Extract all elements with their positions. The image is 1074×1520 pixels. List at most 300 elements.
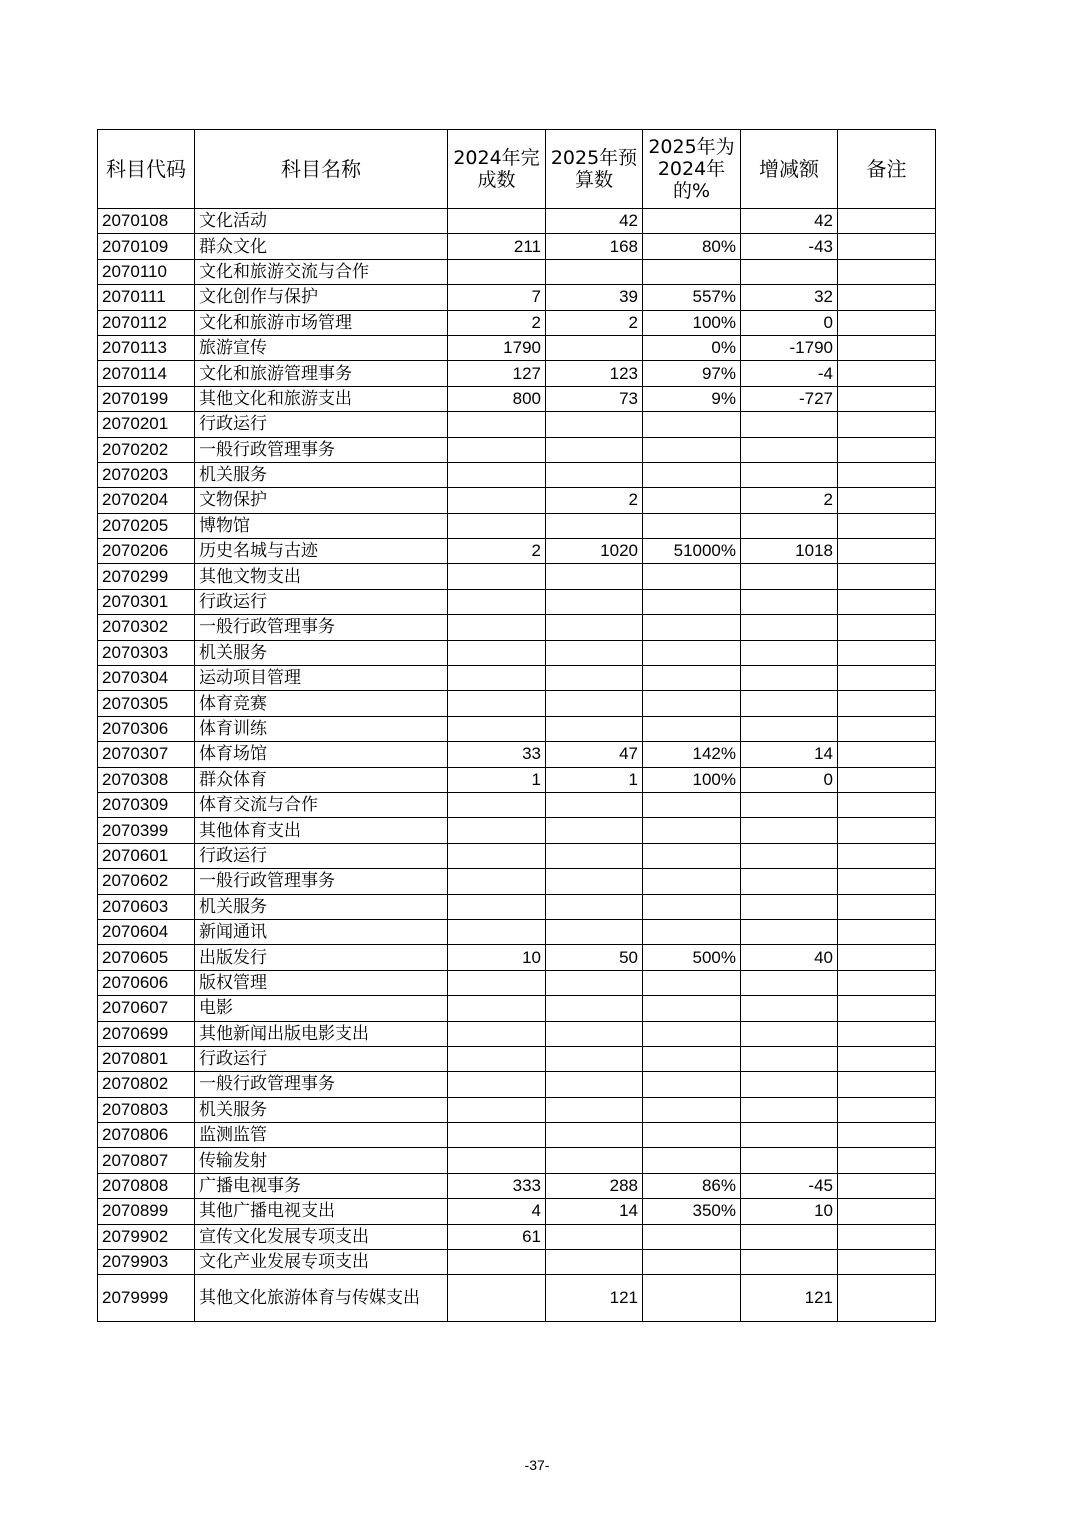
cell-actual-2024: [448, 462, 546, 487]
cell-pct: [643, 919, 741, 944]
cell-budget-2025: 73: [546, 386, 643, 411]
table-row: [98, 919, 936, 944]
cell-name: 文化活动: [195, 209, 448, 234]
cell-change: -727: [741, 386, 838, 411]
cell-name: 传输发射: [195, 1148, 448, 1173]
table-header: [98, 130, 936, 209]
cell-name: 体育场馆: [195, 742, 448, 767]
table-row: [98, 386, 936, 411]
cell-change: 121: [741, 1275, 838, 1322]
cell-remark: [838, 615, 936, 640]
cell-budget-2025: [546, 1046, 643, 1071]
cell-pct: [643, 640, 741, 665]
cell-budget-2025: 42: [546, 209, 643, 234]
table-row: [98, 1046, 936, 1071]
cell-actual-2024: [448, 869, 546, 894]
cell-change: [741, 792, 838, 817]
header-row: [98, 130, 936, 209]
table-row: [98, 259, 936, 284]
table-row: [98, 1250, 936, 1275]
cell-change: 42: [741, 209, 838, 234]
cell-pct: [643, 691, 741, 716]
cell-name: 其他体育支出: [195, 818, 448, 843]
cell-code: 2070604: [98, 919, 195, 944]
cell-name: 群众文化: [195, 234, 448, 259]
cell-change: [741, 919, 838, 944]
table-row: [98, 539, 936, 564]
cell-pct: [643, 259, 741, 284]
cell-remark: [838, 539, 936, 564]
cell-name: 新闻通讯: [195, 919, 448, 944]
table-row: [98, 716, 936, 741]
cell-code: 2070808: [98, 1173, 195, 1198]
cell-change: [741, 1123, 838, 1148]
cell-remark: [838, 361, 936, 386]
cell-pct: 86%: [643, 1173, 741, 1198]
cell-pct: [643, 792, 741, 817]
header-name: 科目名称: [195, 130, 448, 209]
table-row: [98, 1072, 936, 1097]
cell-remark: [838, 589, 936, 614]
cell-remark: [838, 1250, 936, 1275]
table-row: [98, 1199, 936, 1224]
cell-name: 一般行政管理事务: [195, 1072, 448, 1097]
cell-budget-2025: [546, 716, 643, 741]
table-row: [98, 513, 936, 538]
cell-name: 体育交流与合作: [195, 792, 448, 817]
cell-remark: [838, 869, 936, 894]
cell-budget-2025: [546, 818, 643, 843]
cell-name: 版权管理: [195, 970, 448, 995]
cell-pct: 97%: [643, 361, 741, 386]
cell-code: 2070399: [98, 818, 195, 843]
cell-budget-2025: [546, 259, 643, 284]
cell-pct: [643, 996, 741, 1021]
cell-remark: [838, 1224, 936, 1249]
table-row: [98, 691, 936, 716]
table-row: [98, 462, 936, 487]
cell-change: [741, 259, 838, 284]
header-pct: 2025年为2024年的%: [643, 130, 741, 209]
cell-code: 2070112: [98, 310, 195, 335]
cell-name: 广播电视事务: [195, 1173, 448, 1198]
table-row: [98, 843, 936, 868]
cell-remark: [838, 716, 936, 741]
cell-change: [741, 1250, 838, 1275]
cell-budget-2025: [546, 335, 643, 360]
cell-budget-2025: [546, 640, 643, 665]
cell-code: 2070308: [98, 767, 195, 792]
cell-pct: [643, 437, 741, 462]
cell-name: 一般行政管理事务: [195, 437, 448, 462]
cell-pct: [643, 1123, 741, 1148]
table-row: [98, 666, 936, 691]
cell-pct: [643, 970, 741, 995]
cell-name: 其他文化旅游体育与传媒支出: [195, 1275, 448, 1322]
cell-actual-2024: [448, 970, 546, 995]
cell-name: 群众体育: [195, 767, 448, 792]
cell-actual-2024: [448, 1072, 546, 1097]
cell-change: [741, 843, 838, 868]
cell-change: [741, 1072, 838, 1097]
cell-actual-2024: 127: [448, 361, 546, 386]
cell-actual-2024: 10: [448, 945, 546, 970]
cell-actual-2024: [448, 564, 546, 589]
cell-code: 2070199: [98, 386, 195, 411]
cell-name: 博物馆: [195, 513, 448, 538]
cell-budget-2025: [546, 564, 643, 589]
cell-change: [741, 818, 838, 843]
cell-name: 行政运行: [195, 843, 448, 868]
table-body: [98, 209, 936, 1322]
cell-change: [741, 1046, 838, 1071]
cell-change: [741, 894, 838, 919]
cell-code: 2070202: [98, 437, 195, 462]
cell-actual-2024: 33: [448, 742, 546, 767]
cell-budget-2025: [546, 1097, 643, 1122]
cell-change: [741, 996, 838, 1021]
table-row: [98, 1097, 936, 1122]
cell-name: 体育训练: [195, 716, 448, 741]
table-row: [98, 615, 936, 640]
cell-remark: [838, 1275, 936, 1322]
table-row: [98, 970, 936, 995]
cell-code: 2070305: [98, 691, 195, 716]
cell-remark: [838, 335, 936, 360]
cell-remark: [838, 564, 936, 589]
cell-name: 其他广播电视支出: [195, 1199, 448, 1224]
cell-change: [741, 513, 838, 538]
cell-code: 2070201: [98, 412, 195, 437]
cell-remark: [838, 691, 936, 716]
cell-name: 行政运行: [195, 589, 448, 614]
cell-actual-2024: 2: [448, 539, 546, 564]
cell-pct: [643, 666, 741, 691]
table-row: [98, 1173, 936, 1198]
cell-budget-2025: [546, 1123, 643, 1148]
cell-change: [741, 1148, 838, 1173]
cell-actual-2024: [448, 259, 546, 284]
cell-remark: [838, 234, 936, 259]
cell-pct: [643, 869, 741, 894]
page-number: -37-: [524, 1457, 550, 1473]
cell-name: 电影: [195, 996, 448, 1021]
cell-code: 2070111: [98, 285, 195, 310]
cell-change: 10: [741, 1199, 838, 1224]
cell-actual-2024: [448, 1250, 546, 1275]
cell-budget-2025: [546, 996, 643, 1021]
table-row: [98, 234, 936, 259]
cell-remark: [838, 640, 936, 665]
cell-code: 2070806: [98, 1123, 195, 1148]
cell-budget-2025: [546, 691, 643, 716]
cell-pct: [643, 1275, 741, 1322]
cell-code: 2070602: [98, 869, 195, 894]
cell-code: 2070802: [98, 1072, 195, 1097]
cell-change: [741, 1224, 838, 1249]
cell-actual-2024: [448, 209, 546, 234]
cell-remark: [838, 792, 936, 817]
cell-budget-2025: [546, 1250, 643, 1275]
cell-remark: [838, 386, 936, 411]
cell-remark: [838, 412, 936, 437]
cell-change: [741, 640, 838, 665]
cell-code: 2070606: [98, 970, 195, 995]
cell-pct: [643, 209, 741, 234]
cell-actual-2024: [448, 615, 546, 640]
cell-budget-2025: [546, 869, 643, 894]
cell-code: 2070303: [98, 640, 195, 665]
cell-remark: [838, 259, 936, 284]
cell-pct: [643, 1097, 741, 1122]
cell-budget-2025: 2: [546, 310, 643, 335]
cell-name: 机关服务: [195, 1097, 448, 1122]
cell-actual-2024: [448, 1148, 546, 1173]
cell-actual-2024: 2: [448, 310, 546, 335]
cell-change: [741, 615, 838, 640]
cell-actual-2024: 211: [448, 234, 546, 259]
cell-change: -4: [741, 361, 838, 386]
cell-change: [741, 869, 838, 894]
cell-remark: [838, 488, 936, 513]
cell-remark: [838, 1046, 936, 1071]
cell-actual-2024: [448, 894, 546, 919]
cell-remark: [838, 945, 936, 970]
cell-budget-2025: 47: [546, 742, 643, 767]
cell-remark: [838, 1021, 936, 1046]
cell-budget-2025: 123: [546, 361, 643, 386]
cell-code: 2070607: [98, 996, 195, 1021]
cell-remark: [838, 437, 936, 462]
cell-actual-2024: [448, 792, 546, 817]
cell-pct: 142%: [643, 742, 741, 767]
cell-pct: [643, 488, 741, 513]
cell-actual-2024: [448, 919, 546, 944]
cell-pct: [643, 1250, 741, 1275]
cell-change: 14: [741, 742, 838, 767]
cell-code: 2079903: [98, 1250, 195, 1275]
cell-pct: [643, 412, 741, 437]
cell-remark: [838, 209, 936, 234]
cell-remark: [838, 1173, 936, 1198]
cell-budget-2025: [546, 970, 643, 995]
cell-name: 一般行政管理事务: [195, 869, 448, 894]
cell-name: 文化和旅游管理事务: [195, 361, 448, 386]
cell-change: [741, 666, 838, 691]
table-row: [98, 869, 936, 894]
cell-name: 出版发行: [195, 945, 448, 970]
cell-change: 32: [741, 285, 838, 310]
cell-pct: [643, 1148, 741, 1173]
cell-pct: [643, 1021, 741, 1046]
cell-actual-2024: [448, 666, 546, 691]
cell-name: 一般行政管理事务: [195, 615, 448, 640]
cell-budget-2025: [546, 412, 643, 437]
table-row: [98, 209, 936, 234]
cell-change: 0: [741, 310, 838, 335]
cell-code: 2070301: [98, 589, 195, 614]
table-row: [98, 335, 936, 360]
cell-actual-2024: [448, 1046, 546, 1071]
cell-actual-2024: 800: [448, 386, 546, 411]
cell-change: -45: [741, 1173, 838, 1198]
table-row: [98, 640, 936, 665]
cell-actual-2024: [448, 640, 546, 665]
header-actual-2024: 2024年完成数: [448, 130, 546, 209]
cell-remark: [838, 919, 936, 944]
cell-budget-2025: [546, 615, 643, 640]
cell-code: 2070699: [98, 1021, 195, 1046]
cell-actual-2024: [448, 691, 546, 716]
cell-pct: [643, 894, 741, 919]
header-remark: 备注: [838, 130, 936, 209]
cell-actual-2024: [448, 1097, 546, 1122]
cell-name: 文化创作与保护: [195, 285, 448, 310]
cell-change: [741, 462, 838, 487]
table-row: [98, 310, 936, 335]
cell-budget-2025: [546, 894, 643, 919]
table-row: [98, 488, 936, 513]
cell-actual-2024: [448, 589, 546, 614]
cell-pct: [643, 716, 741, 741]
cell-actual-2024: [448, 996, 546, 1021]
cell-code: 2070302: [98, 615, 195, 640]
cell-change: [741, 589, 838, 614]
cell-pct: [643, 615, 741, 640]
cell-name: 行政运行: [195, 412, 448, 437]
cell-remark: [838, 970, 936, 995]
cell-remark: [838, 818, 936, 843]
cell-budget-2025: [546, 1224, 643, 1249]
cell-actual-2024: [448, 818, 546, 843]
cell-actual-2024: 61: [448, 1224, 546, 1249]
cell-remark: [838, 666, 936, 691]
cell-code: 2070601: [98, 843, 195, 868]
cell-change: [741, 1097, 838, 1122]
cell-pct: [643, 513, 741, 538]
table-row: [98, 564, 936, 589]
cell-code: 2070203: [98, 462, 195, 487]
cell-pct: [643, 843, 741, 868]
cell-name: 其他新闻出版电影支出: [195, 1021, 448, 1046]
cell-remark: [838, 310, 936, 335]
cell-actual-2024: 333: [448, 1173, 546, 1198]
cell-change: 2: [741, 488, 838, 513]
cell-code: 2070803: [98, 1097, 195, 1122]
cell-change: [741, 1021, 838, 1046]
header-code: 科目代码: [98, 130, 195, 209]
cell-name: 历史名城与古迹: [195, 539, 448, 564]
table-row: [98, 818, 936, 843]
cell-code: 2070306: [98, 716, 195, 741]
table-row: [98, 412, 936, 437]
cell-name: 文化和旅游交流与合作: [195, 259, 448, 284]
table-row: [98, 589, 936, 614]
cell-change: [741, 970, 838, 995]
cell-pct: [643, 1072, 741, 1097]
cell-actual-2024: [448, 488, 546, 513]
cell-actual-2024: [448, 437, 546, 462]
cell-budget-2025: [546, 919, 643, 944]
cell-pct: 100%: [643, 767, 741, 792]
cell-remark: [838, 1123, 936, 1148]
table-row: [98, 1148, 936, 1173]
cell-budget-2025: 14: [546, 1199, 643, 1224]
cell-change: [741, 691, 838, 716]
cell-remark: [838, 767, 936, 792]
cell-name: 宣传文化发展专项支出: [195, 1224, 448, 1249]
cell-code: 2070108: [98, 209, 195, 234]
cell-name: 旅游宣传: [195, 335, 448, 360]
cell-code: 2070113: [98, 335, 195, 360]
cell-remark: [838, 1097, 936, 1122]
cell-budget-2025: 1020: [546, 539, 643, 564]
cell-change: [741, 412, 838, 437]
cell-remark: [838, 996, 936, 1021]
cell-actual-2024: [448, 412, 546, 437]
cell-code: 2070114: [98, 361, 195, 386]
cell-change: 1018: [741, 539, 838, 564]
cell-change: [741, 564, 838, 589]
cell-budget-2025: [546, 589, 643, 614]
cell-code: 2070309: [98, 792, 195, 817]
cell-pct: 0%: [643, 335, 741, 360]
cell-remark: [838, 1148, 936, 1173]
cell-budget-2025: 288: [546, 1173, 643, 1198]
table-row: [98, 792, 936, 817]
cell-actual-2024: [448, 513, 546, 538]
cell-remark: [838, 285, 936, 310]
cell-remark: [838, 894, 936, 919]
header-budget-2025: 2025年预算数: [546, 130, 643, 209]
cell-actual-2024: [448, 1123, 546, 1148]
cell-budget-2025: [546, 513, 643, 538]
cell-actual-2024: 1790: [448, 335, 546, 360]
cell-name: 其他文化和旅游支出: [195, 386, 448, 411]
cell-budget-2025: 121: [546, 1275, 643, 1322]
table-row: [98, 945, 936, 970]
cell-change: 0: [741, 767, 838, 792]
cell-pct: 500%: [643, 945, 741, 970]
cell-budget-2025: 50: [546, 945, 643, 970]
cell-code: 2070299: [98, 564, 195, 589]
table-row: [98, 437, 936, 462]
cell-change: -1790: [741, 335, 838, 360]
cell-code: 2070801: [98, 1046, 195, 1071]
cell-code: 2070110: [98, 259, 195, 284]
cell-pct: [643, 818, 741, 843]
table-row: [98, 1224, 936, 1249]
cell-change: [741, 716, 838, 741]
cell-pct: 557%: [643, 285, 741, 310]
header-change: 增减额: [741, 130, 838, 209]
cell-code: 2070307: [98, 742, 195, 767]
cell-budget-2025: 2: [546, 488, 643, 513]
cell-code: 2070899: [98, 1199, 195, 1224]
cell-code: 2070109: [98, 234, 195, 259]
cell-actual-2024: [448, 716, 546, 741]
table-row: [98, 894, 936, 919]
cell-budget-2025: [546, 1148, 643, 1173]
cell-pct: 350%: [643, 1199, 741, 1224]
cell-code: 2070206: [98, 539, 195, 564]
cell-code: 2070603: [98, 894, 195, 919]
cell-budget-2025: 1: [546, 767, 643, 792]
cell-name: 文物保护: [195, 488, 448, 513]
cell-budget-2025: [546, 1072, 643, 1097]
cell-change: 40: [741, 945, 838, 970]
cell-pct: [643, 1046, 741, 1071]
